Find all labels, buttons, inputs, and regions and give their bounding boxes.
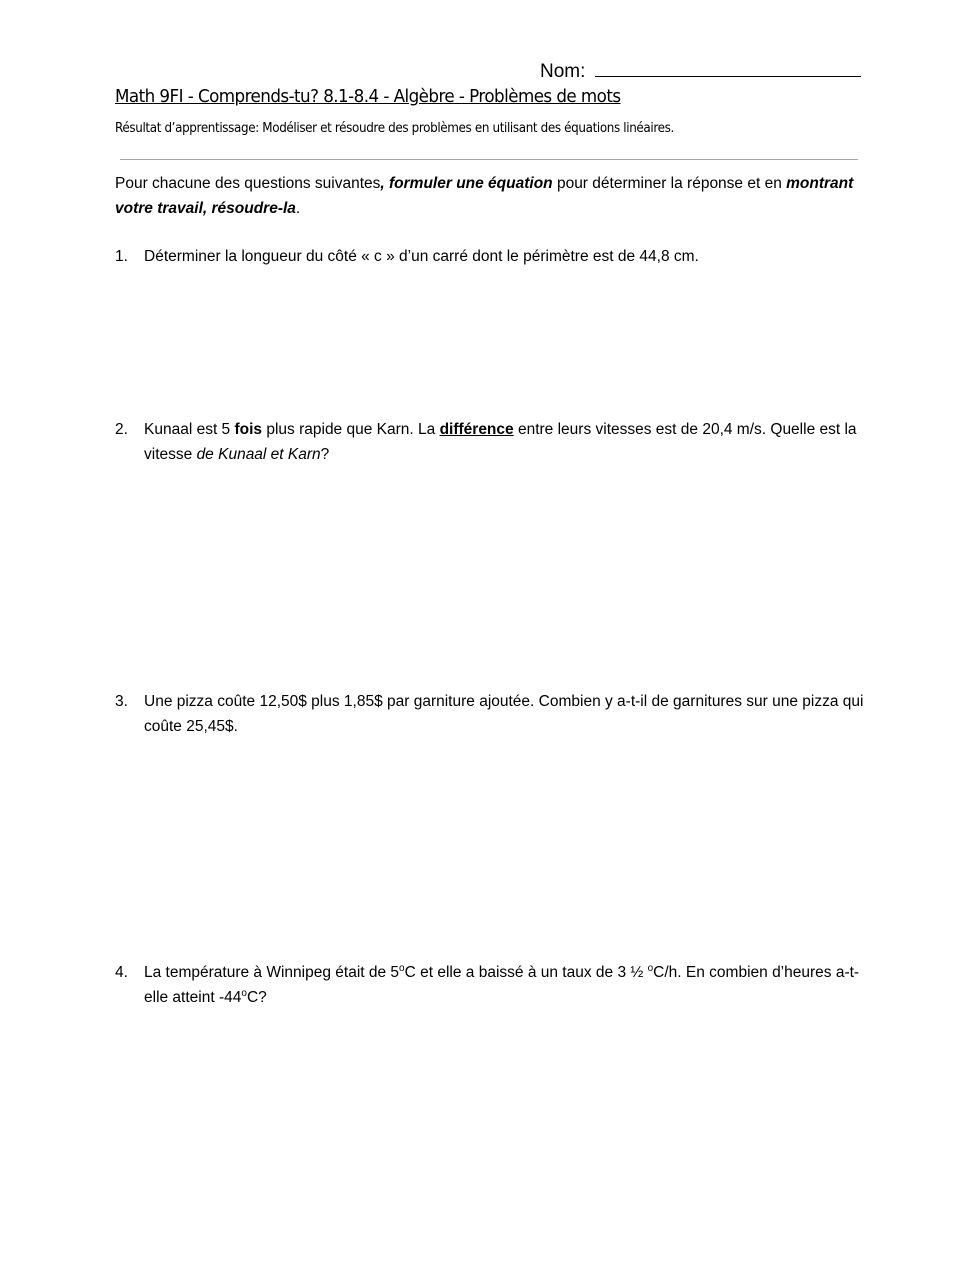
question-4-text-c: C/h. En combien d’heures a-t-elle atteint -44 — [144, 964, 860, 1006]
question-2-text-b: plus rapide que Karn. La — [262, 421, 440, 438]
question-text: Une pizza coûte 12,50$ plus 1,85$ par garniture ajoutée. Combien y a-t-il de garnitures sur une pizza qui coûte 25,45$. — [144, 693, 864, 735]
question-2-bold-difference: différence — [439, 421, 514, 438]
learning-outcome: Résultat d’apprentissage: Modéliser et résoudre des problèmes en utilisant des équations linéaires. — [115, 121, 674, 136]
question-2-text-d: ? — [320, 446, 330, 463]
page-title: Math 9FI - Comprends-tu? 8.1-8.4 - Algèbre - Problèmes de mots — [115, 86, 621, 107]
instructions — [115, 171, 865, 221]
question-text: Déterminer la longueur du côté « c » d’un carré dont le périmètre est de 44,8 cm. — [144, 248, 699, 265]
instructions-emphasis-2: montrant votre travail, résoudre-la — [115, 175, 854, 217]
question-4-text-b: C et elle a baissé à un taux de 3 ½ — [404, 964, 648, 981]
question-4 — [115, 960, 867, 1010]
degree-symbol: o — [241, 988, 247, 999]
question-4-text-d: C? — [246, 989, 267, 1006]
question-2-italic-names: de Kunaal et Karn — [196, 446, 321, 463]
divider — [120, 159, 858, 160]
question-text — [144, 960, 867, 1010]
question-2-text-c: entre leurs vitesses est de 20,4 m/s. Quelle est la vitesse — [144, 421, 857, 463]
name-label: Nom: — [540, 61, 586, 82]
question-number: 4. — [115, 964, 128, 981]
question-number: 1. — [115, 248, 128, 265]
instructions-part1: Pour chacune des questions suivantes — [115, 175, 381, 192]
name-blank-line[interactable] — [595, 58, 861, 77]
question-text — [144, 417, 867, 467]
degree-symbol: o — [399, 963, 405, 974]
question-2 — [115, 417, 867, 467]
instructions-part3: pour déterminer la réponse et en — [552, 175, 787, 192]
question-number: 2. — [115, 421, 128, 438]
question-number: 3. — [115, 693, 128, 710]
question-2-text-a: Kunaal est 5 — [144, 421, 235, 438]
instructions-part5: . — [295, 200, 301, 217]
question-4-text-a: La température à Winnipeg était de 5 — [144, 964, 400, 981]
question-2-bold-fois: fois — [234, 421, 263, 438]
question-3 — [115, 689, 867, 739]
name-field — [540, 58, 861, 83]
question-1 — [115, 244, 867, 269]
instructions-emphasis-1: , formuler une équation — [380, 175, 553, 192]
degree-symbol: o — [647, 963, 654, 974]
